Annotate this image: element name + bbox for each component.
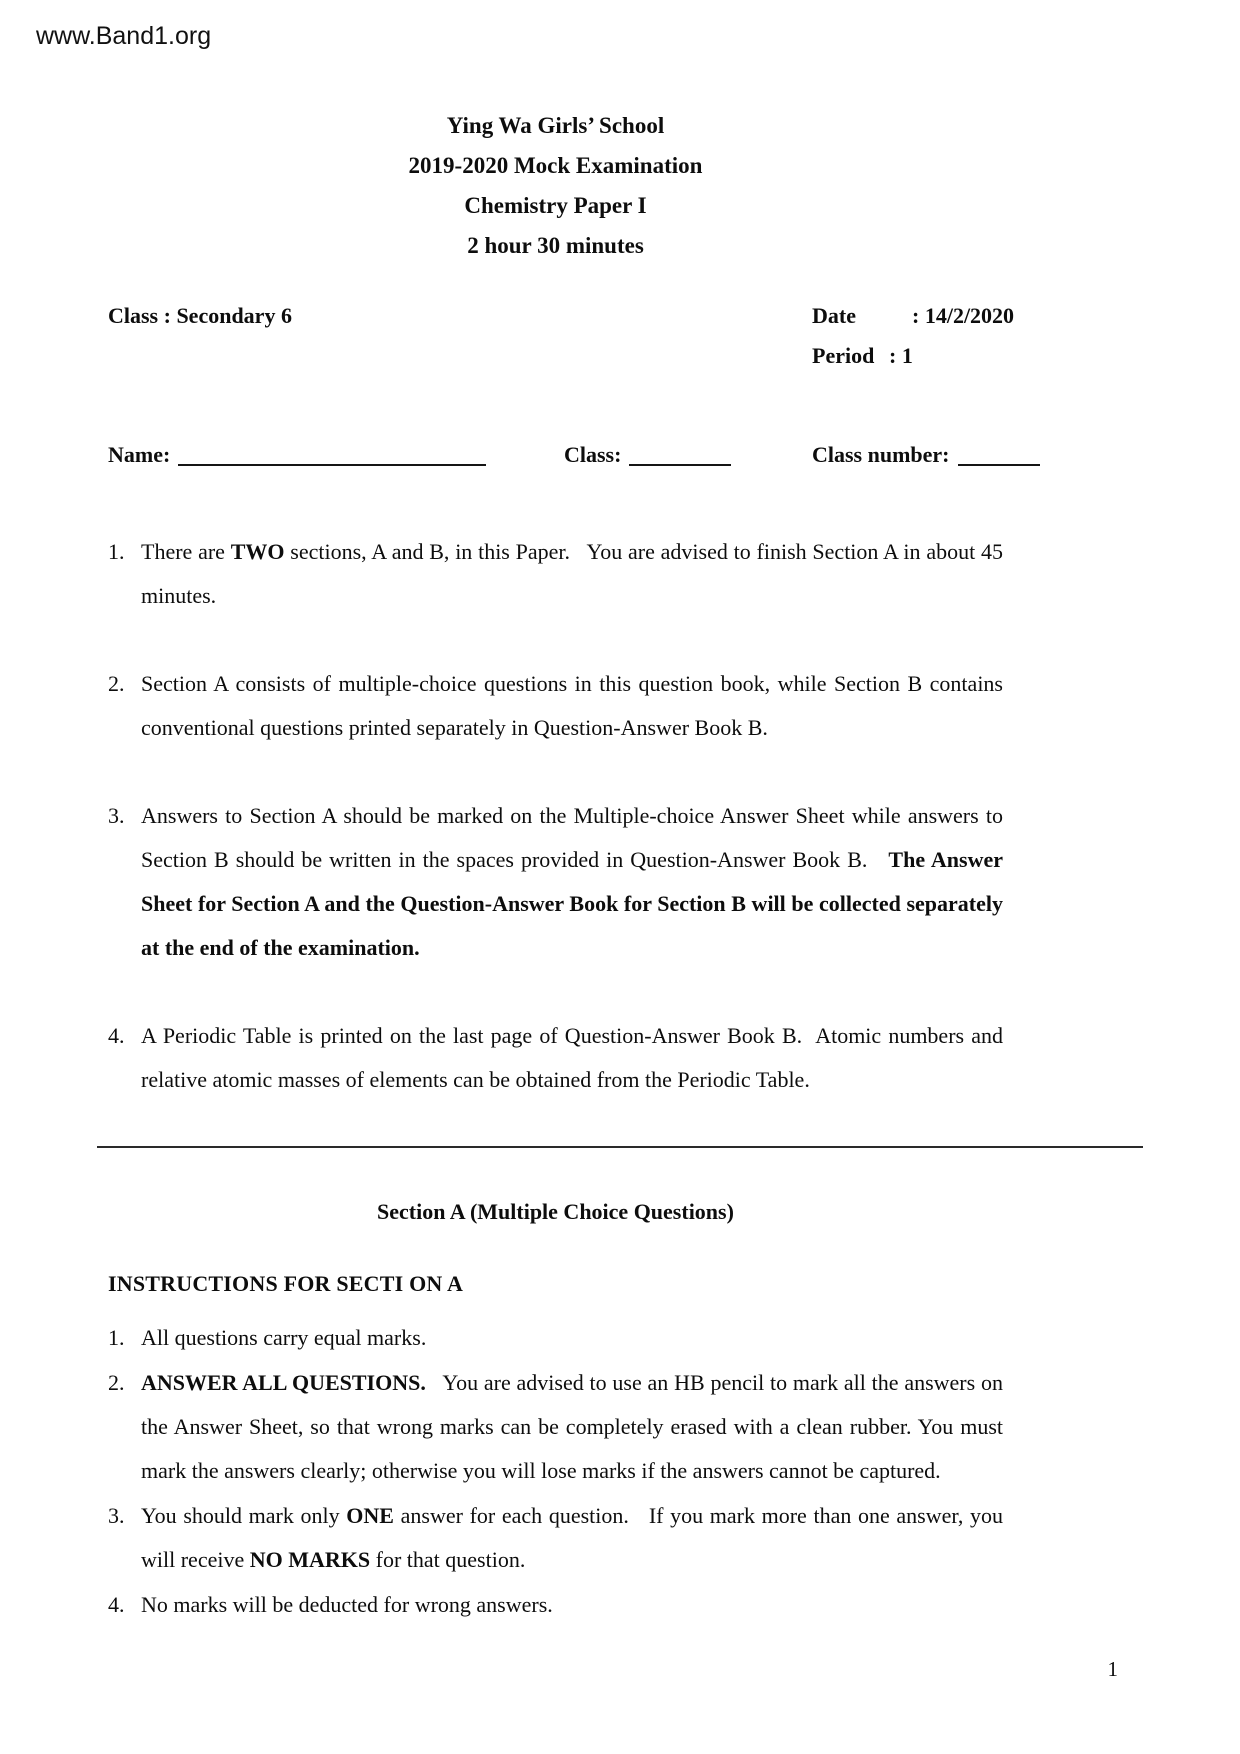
list-item xyxy=(108,794,1003,970)
list-item-text: No marks will be deducted for wrong answers. xyxy=(141,1592,553,1617)
list-item-number: 2. xyxy=(108,1370,125,1395)
list-item-number: 2. xyxy=(108,671,125,696)
duration: 2 hour 30 minutes xyxy=(467,233,644,258)
name-blank-field[interactable] xyxy=(178,438,486,466)
site-watermark: www.Band1.org xyxy=(36,22,212,50)
class-blank-field[interactable] xyxy=(629,438,731,466)
period-label: Period xyxy=(812,343,875,368)
name-field-group xyxy=(108,438,486,468)
page-number: 1 xyxy=(1107,1657,1118,1681)
period-value: : 1 xyxy=(889,343,913,368)
title-block xyxy=(108,106,1003,266)
list-item-text: ANSWER ALL QUESTIONS. You are advised to use an HB pencil to mark all the answers on the Answer Sheet, so that wrong marks can be completely erased with a clean rubber. You must mark the answers clearly; otherwise you will lose marks if the answers cannot be captured. xyxy=(141,1370,1003,1483)
class-number-label: Class number: xyxy=(812,442,950,467)
page-content xyxy=(108,0,1015,1628)
list-item-text: A Periodic Table is printed on the last page of Question-Answer Book B. Atomic numbers and relative atomic masses of elements can be obtained from the Periodic Table. xyxy=(141,1023,1003,1092)
list-item xyxy=(108,1583,1003,1627)
list-item-text: There are TWO sections, A and B, in this Paper. You are advised to finish Section A in about 45 minutes. xyxy=(141,539,1003,608)
date-period-block xyxy=(812,296,1014,376)
list-item xyxy=(108,662,1003,750)
period-row xyxy=(812,336,1014,376)
date-label: Date xyxy=(812,303,856,328)
section-divider xyxy=(97,1146,1143,1148)
exam-name: 2019-2020 Mock Examination xyxy=(408,153,703,178)
class-number-blank-field[interactable] xyxy=(958,438,1040,466)
list-item xyxy=(108,1494,1003,1582)
section-a-heading: Section A (Multiple Choice Questions) xyxy=(377,1199,734,1224)
section-a-instructions-list xyxy=(108,1316,1003,1627)
list-item-text: Section A consists of multiple-choice questions in this question book, while Section B contains conventional questions printed separately in Question-Answer Book B. xyxy=(141,671,1003,740)
list-item xyxy=(108,1316,1003,1360)
section-a-instructions-heading: INSTRUCTIONS FOR SECTI ON A xyxy=(108,1271,464,1296)
list-item xyxy=(108,1361,1003,1493)
school-name: Ying Wa Girls’ School xyxy=(446,113,665,138)
date-value: : 14/2/2020 xyxy=(912,303,1015,328)
list-item-number: 1. xyxy=(108,539,125,564)
list-item-number: 3. xyxy=(108,1503,125,1528)
list-item-text: All questions carry equal marks. xyxy=(141,1325,427,1350)
list-item-number: 3. xyxy=(108,803,125,828)
class-label: Class: xyxy=(564,442,622,467)
list-item-number: 1. xyxy=(108,1325,125,1350)
list-item-number: 4. xyxy=(108,1592,125,1617)
class-info: Class : Secondary 6 xyxy=(108,303,292,328)
class-number-field-group xyxy=(812,438,1040,468)
list-item-text: Answers to Section A should be marked on the Multiple-choice Answer Sheet while answers to Section B should be written in the spaces provided in Question-Answer Book B. The Answer Sheet for Section A and the Question-Answer Book for Section B will be collected separately at the end of the examination. xyxy=(141,803,1003,960)
class-field-group xyxy=(564,438,731,468)
list-item-number: 4. xyxy=(108,1023,125,1048)
name-label: Name: xyxy=(108,442,171,467)
general-instructions-list xyxy=(108,530,1003,1102)
date-row xyxy=(812,296,1014,336)
meta-row xyxy=(108,296,1015,376)
list-item-text: You should mark only ONE answer for each question. If you mark more than one answer, you will receive NO MARKS for that question. xyxy=(141,1503,1003,1572)
paper-name: Chemistry Paper I xyxy=(464,193,647,218)
name-row xyxy=(108,438,1003,484)
list-item xyxy=(108,530,1003,618)
list-item xyxy=(108,1014,1003,1102)
